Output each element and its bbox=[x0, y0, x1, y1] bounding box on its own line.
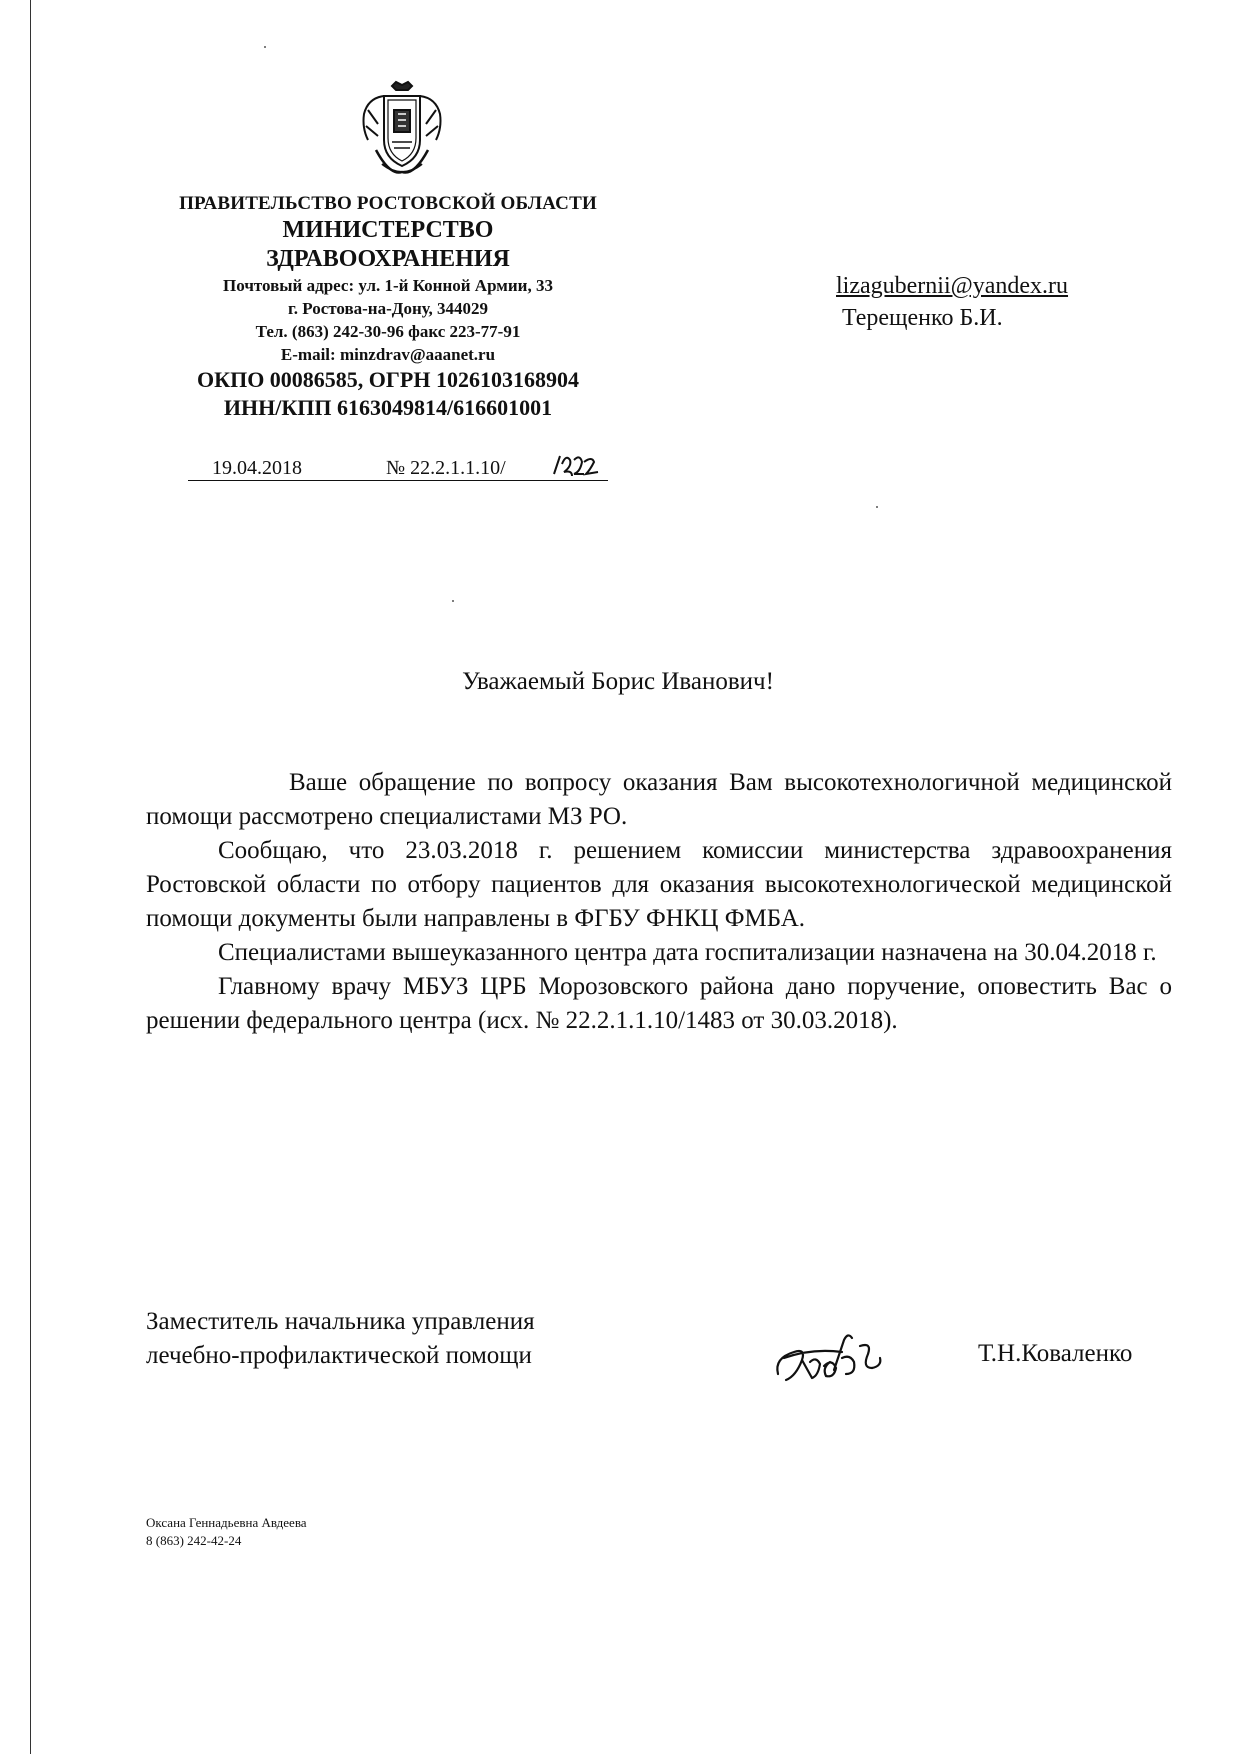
phone-fax: Тел. (863) 242-30-96 факс 223-77-91 bbox=[255, 322, 521, 341]
handwritten-signature-icon bbox=[772, 1318, 912, 1388]
registration-number: № 22.2.1.1.10/ bbox=[386, 457, 506, 479]
body-paragraph: Специалистами вышеуказанного центра дата госпитализации назначена на 30.04.2018 г. bbox=[218, 939, 1157, 966]
letterhead bbox=[148, 192, 628, 422]
registration-underline bbox=[188, 480, 608, 481]
executor-phone: 8 (863) 242-42-24 bbox=[146, 1533, 242, 1548]
executor-name: Оксана Геннадьевна Авдеева bbox=[146, 1515, 307, 1530]
scan-speck bbox=[264, 46, 266, 48]
recipient-email[interactable]: lizagubernii@yandex.ru bbox=[836, 273, 1069, 299]
registration-line bbox=[188, 454, 608, 484]
executor-block bbox=[146, 1514, 307, 1550]
postal-address: Почтовый адрес: ул. 1-й Конной Армии, 33 bbox=[223, 276, 553, 295]
signatory-position bbox=[146, 1305, 535, 1373]
ministry-name-line1: МИНИСТЕРСТВО bbox=[282, 217, 494, 243]
recipient-block bbox=[836, 270, 1068, 334]
ministry-name-line2: ЗДРАВООХРАНЕНИЯ bbox=[266, 246, 510, 272]
scan-speck bbox=[876, 506, 878, 508]
position-line: лечебно-профилактической помощи bbox=[146, 1342, 532, 1369]
recipient-name: Терещенко Б.И. bbox=[842, 305, 1003, 331]
signatory-name: Т.Н.Коваленко bbox=[978, 1340, 1133, 1367]
position-line: Заместитель начальника управления bbox=[146, 1308, 535, 1335]
body-paragraph: Сообщаю, что 23.03.2018 г. решением комиссии министерства здравоохранения Ростовской области по отбору пациентов для оказания высокотехнологической медицинской помощи документы были направлены в ФГБУ ФНКЦ ФМБА. bbox=[146, 837, 1172, 932]
okpo-ogrn: ОКПО 00086585, ОГРН 1026103168904 bbox=[197, 367, 579, 392]
government-name: ПРАВИТЕЛЬСТВО РОСТОВСКОЙ ОБЛАСТИ bbox=[179, 193, 597, 214]
ministry-email: E-mail: minzdrav@aaanet.ru bbox=[280, 345, 496, 364]
coat-of-arms-icon bbox=[354, 80, 450, 180]
body-paragraph: Ваше обращение по вопросу оказания Вам высокотехнологичной медицинской помощи рассмотрено специалистами МЗ РО. bbox=[146, 769, 1172, 830]
salutation-text: Уважаемый Борис Иванович! bbox=[462, 668, 774, 695]
handwritten-number-icon bbox=[550, 450, 600, 480]
scan-speck bbox=[452, 600, 454, 602]
salutation bbox=[0, 668, 1240, 696]
inn-kpp: ИНН/КПП 6163049814/616601001 bbox=[223, 395, 553, 420]
letter-body bbox=[146, 766, 1172, 1038]
page-left-border bbox=[30, 0, 31, 1754]
body-paragraph: Главному врачу МБУЗ ЦРБ Морозовского района дано поручение, оповестить Вас о решении федерального центра (исх. № 22.2.1.1.10/1483 от 30.03.2018). bbox=[146, 973, 1172, 1034]
postal-city: г. Ростова-на-Дону, 344029 bbox=[287, 299, 489, 318]
registration-date: 19.04.2018 bbox=[212, 457, 302, 479]
